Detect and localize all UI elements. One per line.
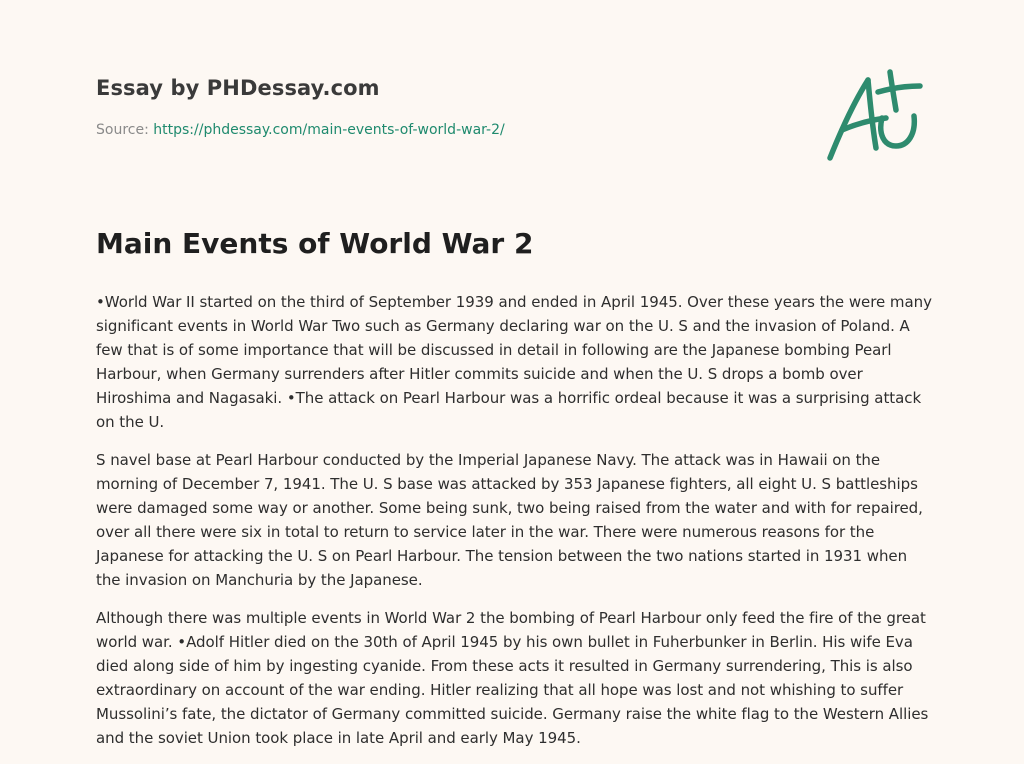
site-title: Essay by PHDessay.com [96,76,380,100]
page-header [96,76,796,138]
source-label: Source: [96,122,154,138]
essay-article [96,226,932,764]
source-line [96,122,796,138]
essay-paragraph-1: •World War II started on the third of September 1939 and ended in April 1945. Over these years the were many significant events in World War Two such as Germany declaring war on the U. S and the invasion of Poland. A few that is of some importance that will be discussed in detail in following are the Japanese bombing Pearl Harbour, when Germany surrenders after Hitler commits suicide and when the U. S drops a bomb over Hiroshima and Nagasaki. •The attack on Pearl Harbour was a horrific ordeal because it was a surprising attack on the U. [96,293,932,431]
essay-title: Main Events of World War 2 [96,227,534,260]
a-plus-logo-icon [820,66,930,166]
essay-paragraph-2: S navel base at Pearl Harbour conducted by the Imperial Japanese Navy. The attack was in Hawaii on the morning of December 7, 1941. The U. S base was attacked by 353 Japanese fighters, all eight U. S battleships were damaged some way or another. Some being sunk, two being raised from the water and with for repaired, over all there were six in total to return to service later in the war. There were numerous reasons for the Japanese for attacking the U. S on Pearl Harbour. The tension between the two nations started in 1931 when the invasion on Manchuria by the Japanese. [96,451,923,589]
essay-paragraph-3: Although there was multiple events in World War 2 the bombing of Pearl Harbour only feed the fire of the great world war. •Adolf Hitler died on the 30th of April 1945 by his own bullet in Fuherbunker in Berlin. His wife Eva died along side of him by ingesting cyanide. From these acts it resulted in Germany surrendering, This is also extraordinary on account of the war ending. Hitler realizing that all hope was lost and not whishing to suffer Mussolini’s fate, the dictator of Germany committed suicide. Germany raise the white flag to the Western Allies and the soviet Union took place in late April and early May 1945. [96,609,929,747]
source-link[interactable]: https://phdessay.com/main-events-of-world-war-2/ [153,122,505,138]
